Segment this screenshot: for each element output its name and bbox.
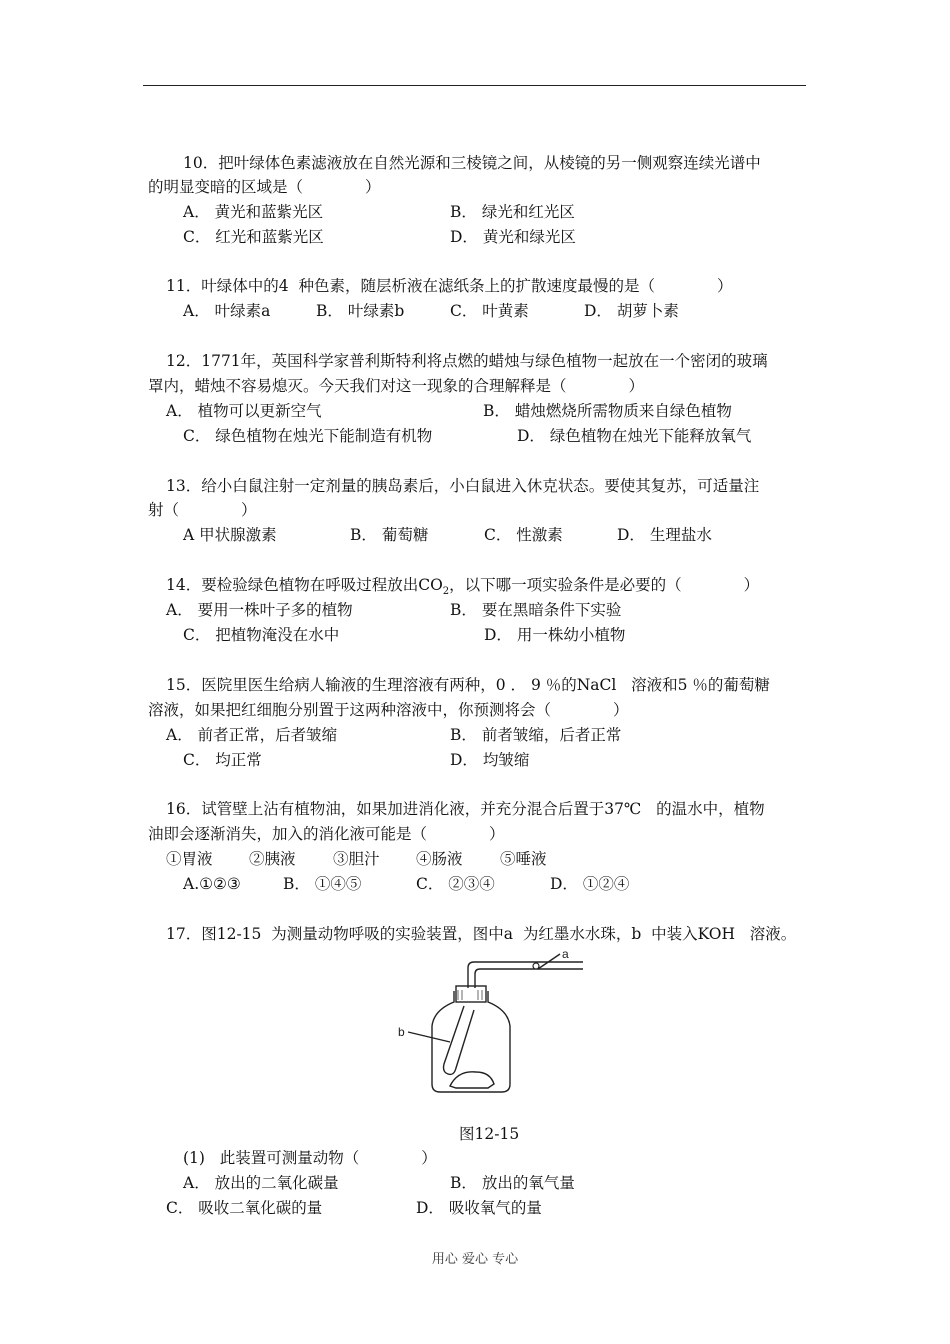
q17-option-a: A． 放出的二氧化碳量 (183, 1174, 339, 1192)
respiration-apparatus-figure (388, 946, 588, 1096)
q13-option-d: D． 生理盐水 (617, 526, 712, 544)
q13-stem-line2: 射（ ） (148, 501, 257, 519)
q17-option-b: B． 放出的氧气量 (450, 1174, 575, 1192)
q10-option-a: A． 黄光和蓝紫光区 (183, 203, 324, 221)
q14-stem (166, 575, 759, 602)
q10-option-b: B． 绿光和红光区 (450, 203, 575, 221)
q11-option-a: A． 叶绿素a (183, 302, 271, 320)
q11-option-b: B． 叶绿素b (316, 302, 405, 320)
q14-option-c: C． 把植物淹没在水中 (183, 626, 340, 644)
q16-item-2: ②胰液 (249, 850, 296, 868)
q13-option-a: A 甲状腺激素 (183, 526, 277, 544)
q12-option-b: B． 蜡烛燃烧所需物质来自绿色植物 (483, 402, 732, 420)
q17-option-c: C． 吸收二氧化碳的量 (166, 1199, 323, 1217)
q12-stem-line1: 12．1771年，英国科学家普利斯特利将点燃的蜡烛与绿色植物一起放在一个密闭的玻璃 (166, 352, 768, 370)
q16-option-d: D． ①②④ (550, 875, 630, 893)
header-rule (143, 85, 806, 86)
figure-label-a: a (562, 947, 569, 961)
q14-option-b: B． 要在黑暗条件下实验 (450, 601, 622, 619)
q17-sub-stem: (1) 此装置可测量动物（ ） (183, 1149, 437, 1167)
q12-option-d: D． 绿色植物在烛光下能释放氧气 (517, 427, 752, 445)
q16-option-a: A.①②③ (183, 875, 241, 893)
q12-option-c: C． 绿色植物在烛光下能制造有机物 (183, 427, 433, 445)
q16-option-c: C． ②③④ (416, 875, 495, 893)
q16-item-1: ①胃液 (166, 850, 213, 868)
q14-stem-post: ，以下哪一项实验条件是必要的（ ） (449, 576, 760, 594)
q14-stem-pre: 14．要检验绿色植物在呼吸过程放出CO (166, 576, 443, 594)
q14-option-a: A． 要用一株叶子多的植物 (166, 601, 353, 619)
q10-stem-line1: 10．把叶绿体色素滤液放在自然光源和三棱镜之间，从棱镜的另一侧观察连续光谱中 (183, 154, 761, 172)
q15-option-d: D． 均皱缩 (450, 751, 530, 769)
q13-option-c: C． 性激素 (484, 526, 563, 544)
q15-option-c: C． 均正常 (183, 751, 262, 769)
q12-option-a: A． 植物可以更新空气 (166, 402, 322, 420)
q16-stem-line2: 油即会逐渐消失，加入的消化液可能是（ ） (148, 825, 505, 843)
q10-option-c: C． 红光和蓝紫光区 (183, 228, 324, 246)
q13-stem-line1: 13．给小白鼠注射一定剂量的胰岛素后，小白鼠进入休克状态。要使其复苏，可适量注 (166, 477, 760, 495)
q17-stem: 17．图12-15 为测量动物呼吸的实验装置，图中a 为红墨水水珠，b 中装入KOH 溶液。 (166, 925, 797, 943)
q11-option-d: D． 胡萝卜素 (584, 302, 679, 320)
figure-caption: 图12-15 (459, 1125, 520, 1143)
q16-stem-line1: 16．试管壁上沾有植物油，如果加进消化液，并充分混合后置于37℃ 的温水中，植物 (166, 800, 765, 818)
q15-stem-line1: 15．医院里医生给病人输液的生理溶液有两种，0 ． 9 ％的NaCl 溶液和5 ％的葡萄糖 (166, 676, 770, 694)
q13-option-b: B． 葡萄糖 (350, 526, 429, 544)
ink-droplet-marker (533, 963, 539, 969)
q14-stem-subscript: 2 (442, 586, 450, 598)
q15-option-b: B． 前者皱缩，后者正常 (450, 726, 622, 744)
q14-option-d: D． 用一株幼小植物 (484, 626, 626, 644)
q16-item-4: ④肠液 (416, 850, 463, 868)
q15-stem-line2: 溶液，如果把红细胞分别置于这两种溶液中，你预测将会（ ） (148, 701, 629, 719)
q17-option-d: D． 吸收氧气的量 (416, 1199, 542, 1217)
q12-stem-line2: 罩内，蜡烛不容易熄灭。今天我们对这一现象的合理解释是（ ） (148, 377, 645, 395)
q11-option-c: C． 叶黄素 (450, 302, 529, 320)
q15-option-a: A． 前者正常，后者皱缩 (166, 726, 338, 744)
q16-item-5: ⑤唾液 (500, 850, 547, 868)
q10-option-d: D． 黄光和绿光区 (450, 228, 576, 246)
q16-item-3: ③胆汁 (333, 850, 380, 868)
q16-option-b: B． ①④⑤ (283, 875, 362, 893)
figure-label-b: b (398, 1025, 405, 1039)
q11-stem: 11．叶绿体中的4 种色素，随层析液在滤纸条上的扩散速度最慢的是（ ） (166, 277, 733, 295)
page-footer: 用心 爱心 专心 (431, 1252, 519, 1267)
q10-stem-line2: 的明显变暗的区域是（ ） (148, 178, 381, 196)
